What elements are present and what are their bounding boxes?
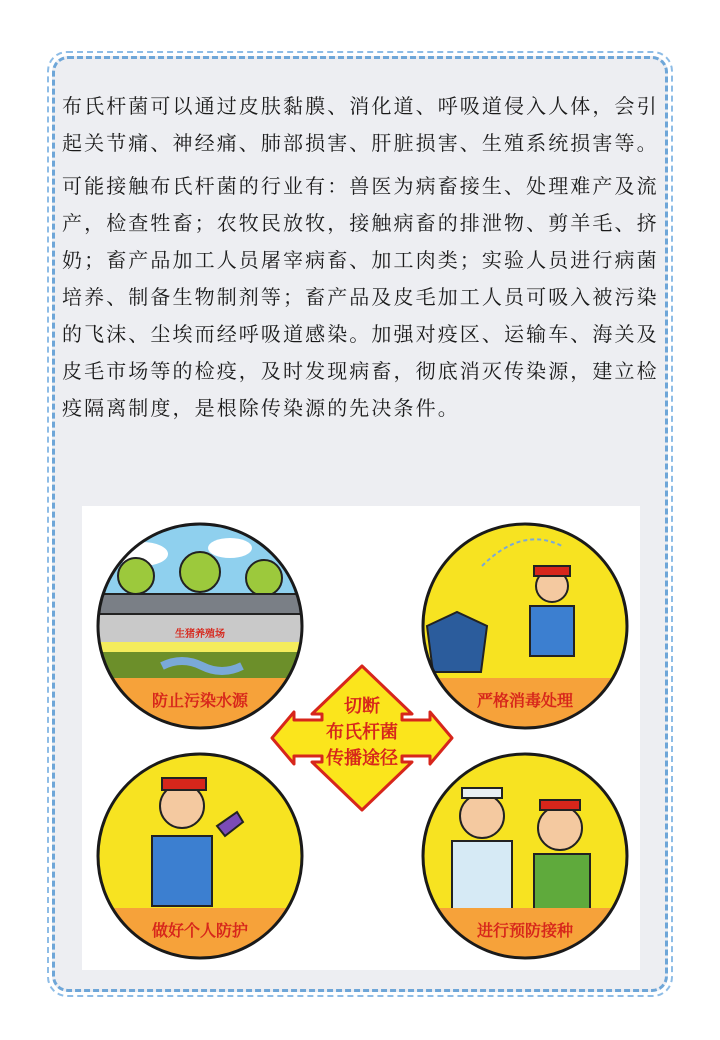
label-water-source: 防止污染水源 <box>151 691 249 710</box>
panel-personal-protection <box>92 746 312 970</box>
center-title-line-2: 布氏杆菌 <box>326 722 398 743</box>
panel-disinfection <box>412 516 640 746</box>
label-personal-protection: 做好个人防护 <box>151 921 249 940</box>
paragraph-1: 布氏杆菌可以通过皮肤黏膜、消化道、呼吸道侵入人体，会引起关节痛、神经痛、肺部损害、肝脏损害、生殖系统损害等。 <box>62 94 659 155</box>
label-disinfection: 严格消毒处理 <box>476 691 574 710</box>
center-arrow-badge <box>272 666 452 810</box>
prevention-poster <box>82 506 640 970</box>
panel-water-source <box>92 516 312 746</box>
label-vaccination: 进行预防接种 <box>476 921 574 940</box>
paragraph-2: 可能接触布氏杆菌的行业有：兽医为病畜接生、处理难产及流产，检查牲畜；农牧民放牧，接触病畜的排泄物、剪羊毛、挤奶；畜产品加工人员屠宰病畜、加工肉类；实验人员进行病菌培养、制备生物制剂等；畜产品及皮毛加工人员可吸入被污染的飞沫、尘埃而经呼吸道感染。加强对疫区、运输车、海关及皮毛市场等的检疫，及时发现病畜，彻底消灭传染源，建立检疫隔离制度，是根除传染源的先决条件。 <box>62 174 659 420</box>
article-text <box>62 88 662 427</box>
center-title-line-1: 切断 <box>344 696 380 717</box>
panel-vaccination <box>412 746 640 970</box>
farm-sign: 生猪养殖场 <box>175 629 225 640</box>
center-title-line-3: 传播途径 <box>326 748 398 769</box>
